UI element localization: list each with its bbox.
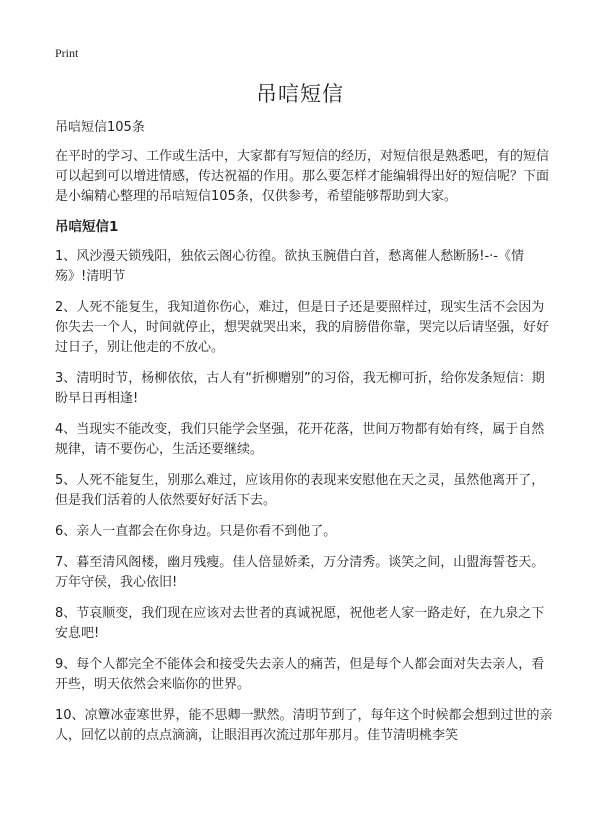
list-item: 2、人死不能复生，我知道你伤心，难过，但是日子还是要照样过，现实生活不会因为你失去一个人，时间就停止，想哭就哭出来，我的肩膀借你靠，哭完以后请坚强，好好过日子，别让他走的不放心。 (55, 300, 550, 355)
list-item: 3、清明时节，杨柳依依，古人有“折柳赠别”的习俗，我无柳可折，给你发条短信：期盼早日再相逢! (55, 371, 545, 406)
page-title: 吊唁短信 (256, 82, 344, 106)
list-item: 9、每个人都完全不能体会和接受失去亲人的痛苦，但是每个人都会面对失去亲人，看开些，明天依然会来临你的世界。 (55, 657, 545, 692)
list-item: 1、风沙漫天锁残阳，独依云阁心彷徨。欲执玉腕借白首，愁离催人愁断肠!-·-《情殇》!清明节 (55, 249, 524, 284)
list-item: 4、当现实不能改变，我们只能学会坚强，花开花落，世间万物都有始有终，属于自然规律，请不要伤心，生活还要继续。 (55, 422, 545, 457)
article-body (55, 119, 553, 757)
list-item: 7、暮至清风阁楼，幽月残瘦。佳人倍显娇柔，万分清秀。谈笑之间，山盟海誓苍天。万年守侯，我心依旧! (55, 555, 545, 590)
list-item: 5、人死不能复生，别那么难过，应该用你的表现来安慰他在天之灵，虽然他离开了，但是我们活着的人依然要好好活下去。 (55, 473, 545, 508)
list-item: 6、亲人一直都会在你身边。只是你看不到他了。 (55, 524, 337, 539)
list-item: 10、凉簟冰壶寒世界，能不思卿一默然。清明节到了，每年这个时候都会想到过世的亲人，回忆以前的点点滴滴，让眼泪再次流过那年那月。佳节清明桃李笑 (55, 708, 553, 743)
intro-paragraph: 在平时的学习、工作或生活中，大家都有写短信的经历，对短信很是熟悉吧，有的短信可以起到可以增进情感，传达祝福的作用。那么要怎样才能编辑得出好的短信呢？下面是小编精心整理的吊唁短信105条，仅供参考，希望能够帮助到大家。 (55, 149, 550, 204)
section-heading: 吊唁短信1 (55, 219, 119, 235)
print-link[interactable]: Print (55, 46, 79, 60)
list-item: 8、节哀顺变，我们现在应该对去世者的真诚祝愿，祝他老人家一路走好，在九泉之下安息吧! (55, 606, 545, 641)
article-subtitle: 吊唁短信105条 (55, 120, 145, 135)
